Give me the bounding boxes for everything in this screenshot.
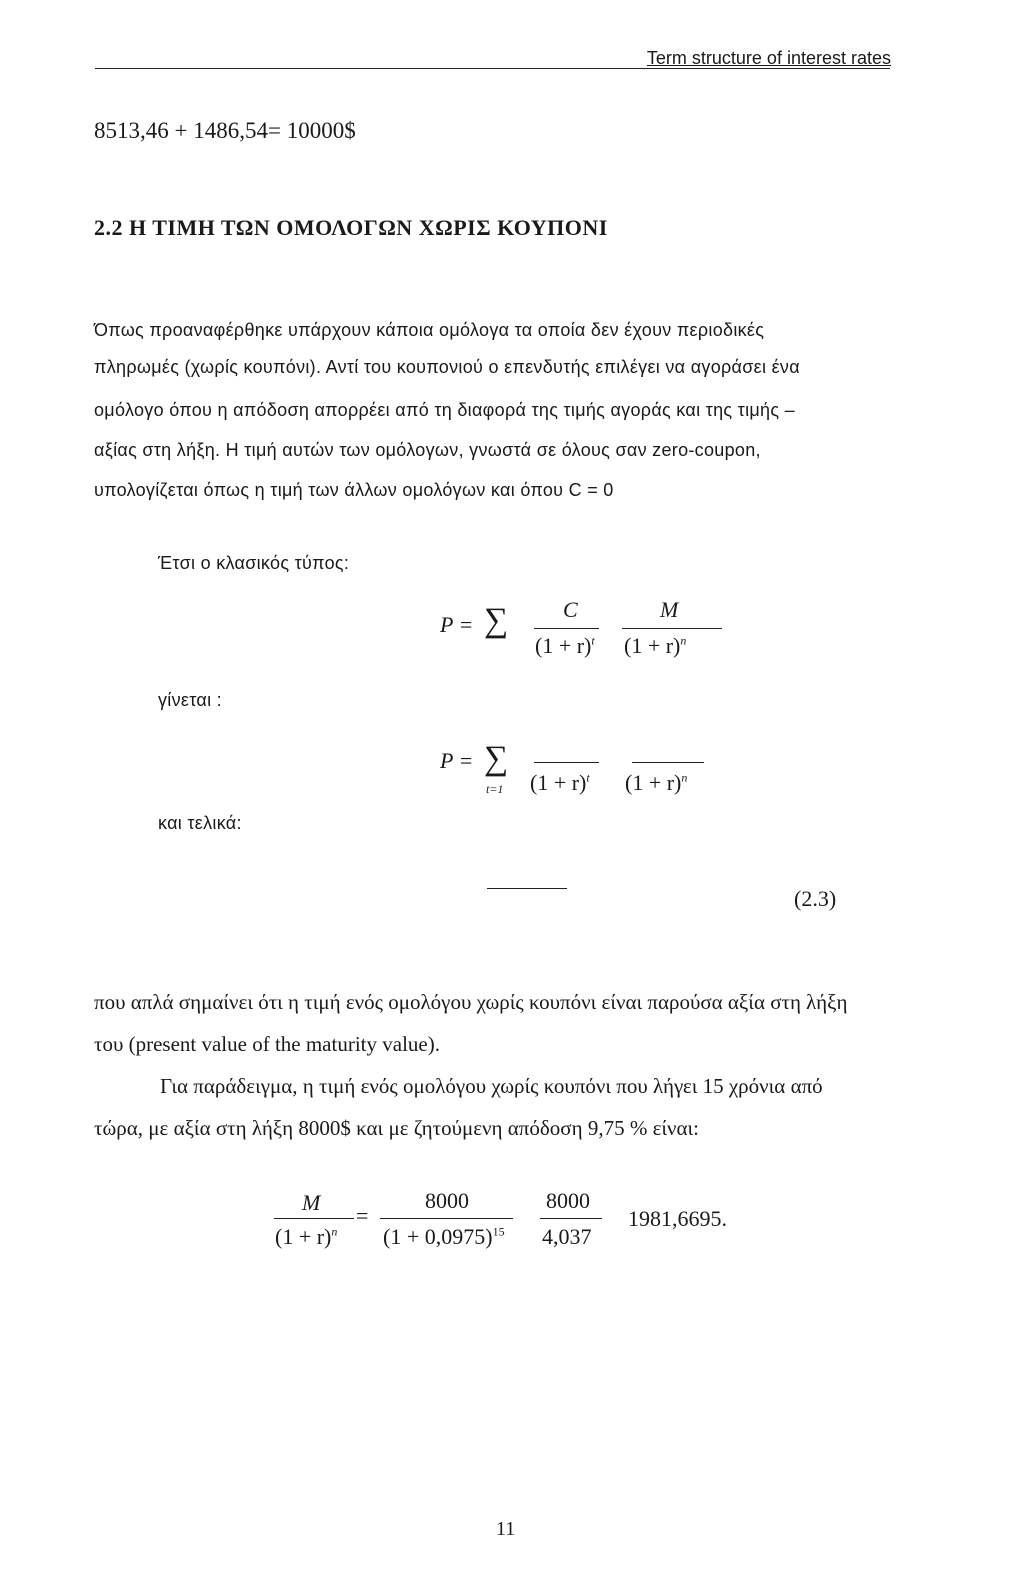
header-rule [95, 68, 890, 69]
formula1-den1-exp: t [591, 633, 595, 648]
closing-line-4: τώρα, με αξία στη λήξη 8000$ και με ζητούμενη απόδοση 9,75 % είναι: [94, 1116, 700, 1140]
formula2-den2 [625, 770, 687, 796]
formula1-sigma: ∑ [484, 602, 509, 639]
equation-number: (2.3) [794, 886, 837, 911]
formula3-den1-base: (1 + r) [275, 1224, 332, 1249]
paragraph-line-3: ομόλογο όπου η απόδοση απορρέει από τη διαφορά της τιμής αγοράς και της τιμής – [94, 400, 795, 420]
formula3-frac-line-2 [380, 1218, 513, 1219]
formula1-den2-exp: n [680, 633, 687, 648]
closing-line-1: που απλά σημαίνει ότι η τιμή ενός ομολόγου χωρίς κουπόνι είναι παρούσα αξία στη λήξη [94, 990, 848, 1014]
closing-line-3: Για παράδειγμα, η τιμή ενός ομολόγου χωρίς κουπόνι που λήγει 15 χρόνια από [160, 1074, 823, 1098]
formula2-frac-line-2 [632, 762, 704, 763]
formula3-equals: = [356, 1203, 369, 1228]
label-finally: και τελικά: [158, 813, 242, 833]
formula3-den3: 4,037 [542, 1224, 592, 1249]
section-heading: 2.2 Η ΤΙΜΗ ΤΩΝ ΟΜΟΛΟΓΩΝ ΧΩΡΙΣ ΚΟΥΠΟΝΙ [94, 215, 608, 240]
final-formula-line [487, 888, 567, 889]
formula2-den1 [530, 770, 590, 796]
paragraph-line-1: Όπως προαναφέρθηκε υπάρχουν κάποια ομόλογα τα οποία δεν έχουν περιοδικές [94, 320, 765, 340]
closing-line-2: του (present value of the maturity value). [94, 1032, 440, 1056]
paragraph-line-4: αξίας στη λήξη. Η τιμή αυτών των ομόλογων, γνωστά σε όλους σαν zero-coupon, [94, 440, 761, 460]
formula1-den1 [535, 633, 595, 659]
formula3-frac-line-1 [274, 1218, 354, 1219]
formula2-den1-base: (1 + r) [530, 770, 587, 795]
formula2-sigma-sub: t=1 [486, 782, 504, 796]
formula1-num2: M [660, 597, 679, 622]
label-becomes: γίνεται : [158, 690, 222, 710]
formula1-den2 [624, 633, 686, 659]
formula3-den1 [275, 1224, 337, 1250]
paragraph-line-2: πληρωμές (χωρίς κουπόνι). Αντί του κουπονιού ο επενδυτής επιλέγει να αγοράσει ένα [94, 357, 800, 377]
formula1-num1: C [563, 597, 578, 622]
formula1-den2-base: (1 + r) [624, 633, 681, 658]
formula2-den2-base: (1 + r) [625, 770, 682, 795]
formula2-den1-exp: t [586, 770, 590, 785]
formula3-result: 1981,6695. [628, 1206, 727, 1231]
formula3-num3: 8000 [546, 1188, 590, 1213]
formula2-sigma: ∑ [484, 740, 509, 777]
sum-line: 8513,46 + 1486,54= 10000$ [94, 118, 356, 143]
formula2-lhs: P = [440, 748, 474, 773]
formula3-num1: M [302, 1190, 321, 1215]
formula1-lhs: P = [440, 612, 474, 637]
formula1-frac-line-2 [622, 628, 722, 629]
paragraph-line-5: υπολογίζεται όπως η τιμή των άλλων ομολόγων και όπου C = 0 [94, 480, 614, 500]
formula1-den1-base: (1 + r) [535, 633, 592, 658]
formula2-den2-exp: n [681, 770, 688, 785]
page-number: 11 [496, 1518, 516, 1540]
formula3-frac-line-3 [540, 1218, 602, 1219]
formula1-frac-line-1 [534, 628, 599, 629]
formula3-den2-base: (1 + 0,0975) [383, 1224, 493, 1249]
running-title: Term structure of interest rates [646, 48, 891, 68]
formula3-den2 [383, 1224, 505, 1250]
formula3-den2-exp: 15 [492, 1224, 505, 1239]
formula2-frac-line-1 [534, 762, 599, 763]
formula3-num2: 8000 [425, 1188, 469, 1213]
label-classic-formula: Έτσι ο κλασικός τύπος: [158, 553, 350, 573]
formula3-den1-exp: n [331, 1224, 338, 1239]
